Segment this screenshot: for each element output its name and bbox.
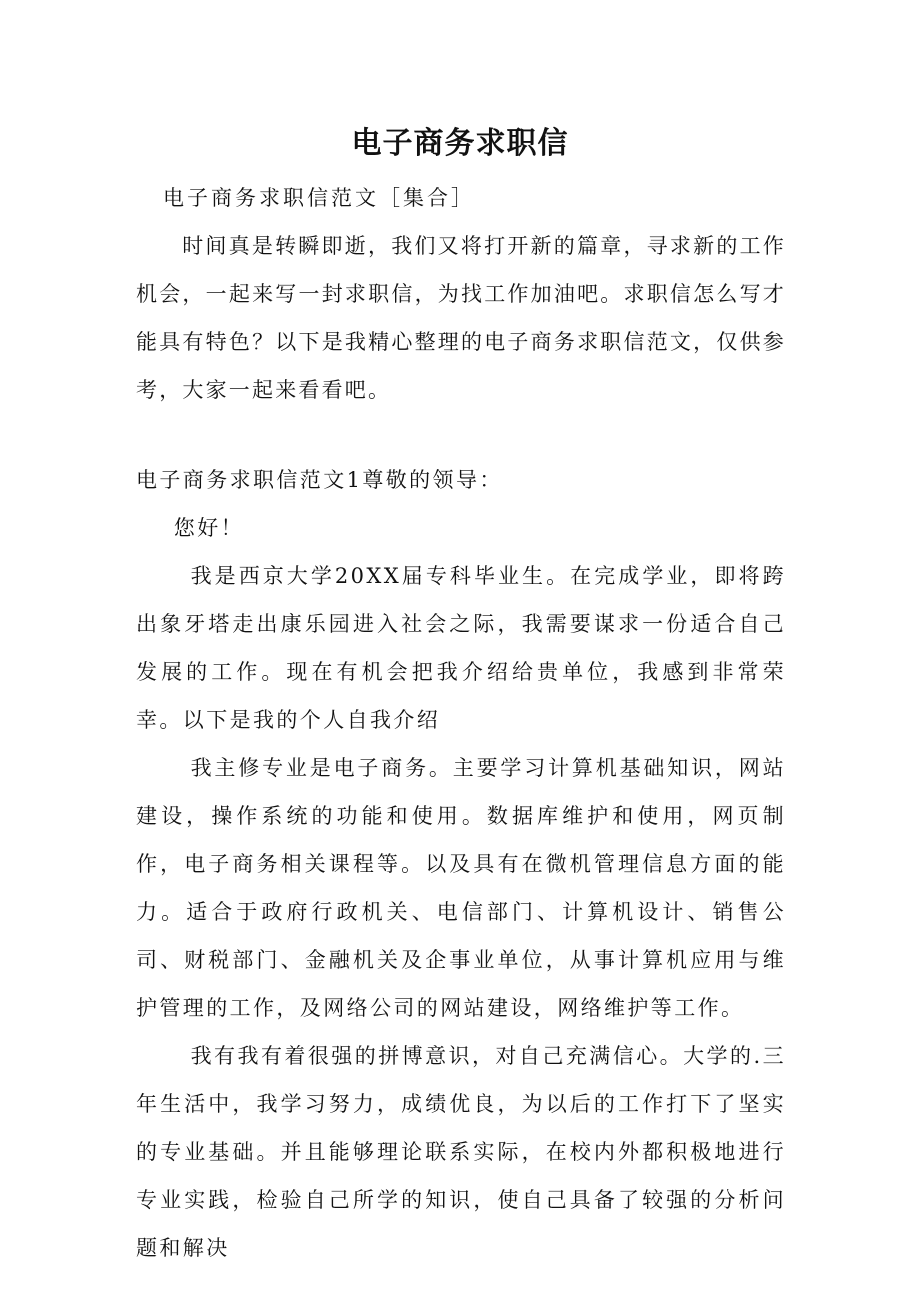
document-body (136, 222, 786, 1272)
letter-heading: 电子商务求职信范文1尊敬的领导： (136, 468, 503, 492)
document-subtitle: 电子商务求职信范文［集合］ (163, 186, 475, 210)
body-paragraph-1: 我是西京大学20XX届专科毕业生。在完成学业，即将跨出象牙塔走出康乐园进入社会之际，我需要谋求一份适合自己发展的工作。现在有机会把我介绍给贵单位，我感到非常荣幸。以下是我的个人自我介绍 (136, 564, 786, 732)
document-title: 电子商务求职信 (351, 126, 569, 161)
body-paragraph-3: 我有我有着很强的拼博意识，对自己充满信心。大学的.三年生活中，我学习努力，成绩优良，为以后的工作打下了坚实的专业基础。并且能够理论联系实际，在校内外都积极地进行专业实践，检验自己所学的知识，使自己具备了较强的分析问题和解决 (136, 1044, 786, 1260)
intro-paragraph: 时间真是转瞬即逝，我们又将打开新的篇章，寻求新的工作机会，一起来写一封求职信，为找工作加油吧。求职信怎么写才能具有特色？以下是我精心整理的电子商务求职信范文，仅供参考，大家一起来看看吧。 (136, 234, 786, 402)
letter-greeting: 您好！ (173, 516, 244, 540)
body-paragraph-2: 我主修专业是电子商务。主要学习计算机基础知识，网站建设，操作系统的功能和使用。数据库维护和使用，网页制作，电子商务相关课程等。以及具有在微机管理信息方面的能力。适合于政府行政机关、电信部门、计算机设计、销售公司、财税部门、金融机关及企事业单位，从事计算机应用与维护管理的工作，及网络公司的网站建设，网络维护等工作。 (136, 756, 786, 1020)
paragraph-spacer (136, 414, 786, 456)
